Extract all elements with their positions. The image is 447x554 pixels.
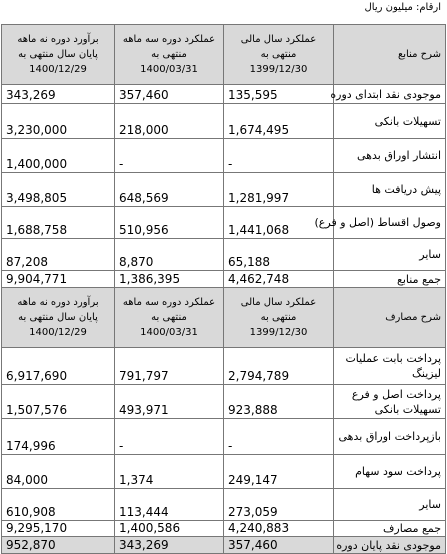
cell-value: 9,904,771 — [2, 271, 115, 288]
sources-header-col2 — [115, 25, 224, 85]
cell-value: 8,870 — [115, 239, 224, 271]
cell-value: 357,460 — [115, 85, 224, 104]
cell-value: 1,374 — [115, 455, 224, 489]
cell-value: 4,462,748 — [224, 271, 334, 288]
cell-value: 9,295,170 — [2, 521, 115, 537]
header-line: برآورد دوره نه ماهه — [17, 34, 99, 45]
row-label: جمع منابع — [334, 271, 446, 288]
row-label: بازپرداخت اوراق بدهی — [334, 419, 446, 455]
table-row — [2, 455, 446, 489]
header-line: پایان سال منتهی به — [18, 49, 98, 60]
sources-uses-table — [1, 24, 446, 554]
cell-value: 1,386,395 — [115, 271, 224, 288]
uses-header-col2 — [115, 288, 224, 348]
uses-header-label: شرح مصارف — [334, 288, 446, 348]
row-label: وصول اقساط (اصل و فرع) — [334, 207, 446, 239]
header-line: 1399/12/30 — [249, 64, 308, 75]
row-label-line: پرداخت اصل و فرع — [351, 387, 441, 401]
row-label: موجودی نقد پایان دوره — [334, 537, 446, 554]
row-label — [334, 385, 446, 419]
uses-header-col1 — [224, 288, 334, 348]
header-line: 1400/03/31 — [140, 64, 198, 75]
row-label — [334, 348, 446, 385]
header-line: منتهی به — [260, 312, 297, 323]
header-line: 1400/12/29 — [29, 64, 87, 75]
table-row — [2, 489, 446, 521]
cell-value: 1,281,997 — [224, 173, 334, 207]
cell-value: 218,000 — [115, 104, 224, 139]
header-line: منتهی به — [151, 49, 187, 60]
cell-value: 510,956 — [115, 207, 224, 239]
sources-header-row — [2, 25, 446, 85]
cell-value: 791,797 — [115, 348, 224, 385]
header-line: منتهی به — [151, 312, 187, 323]
cell-value: 1,507,576 — [2, 385, 115, 419]
header-line: 1399/12/30 — [249, 327, 308, 338]
header-line: برآورد دوره نه ماهه — [17, 297, 99, 308]
sources-header-label: شرح منابع — [334, 25, 446, 85]
table-row — [2, 104, 446, 139]
table-row — [2, 239, 446, 271]
header-line: عملکرد سال مالی — [240, 34, 317, 45]
cell-value: 1,441,068 — [224, 207, 334, 239]
cell-value: 249,147 — [224, 455, 334, 489]
cell-value: - — [115, 139, 224, 173]
cell-value: 4,240,883 — [224, 521, 334, 537]
cell-value: - — [224, 139, 334, 173]
row-label: انتشار اوراق بدهی — [334, 139, 446, 173]
cell-value: 113,444 — [115, 489, 224, 521]
cell-value: 87,208 — [2, 239, 115, 271]
cell-value: 1,674,495 — [224, 104, 334, 139]
table-row — [2, 419, 446, 455]
cell-value: 493,971 — [115, 385, 224, 419]
row-label-line: پرداخت بابت عملیات — [345, 352, 441, 365]
table-row-total — [2, 521, 446, 537]
table-row — [2, 85, 446, 104]
cell-value: 2,794,789 — [224, 348, 334, 385]
uses-header-col3 — [2, 288, 115, 348]
row-label-line: لیزینگ — [412, 367, 441, 380]
cell-value: 6,917,690 — [2, 348, 115, 385]
cell-value: 135,595 — [224, 85, 334, 104]
row-label: تسهیلات بانکی — [334, 104, 446, 139]
table-row — [2, 173, 446, 207]
cell-value: - — [224, 419, 334, 455]
cell-value: 174,996 — [2, 419, 115, 455]
cell-value: 1,400,586 — [115, 521, 224, 537]
header-line: عملکرد سال مالی — [240, 297, 317, 308]
row-label: سایر — [334, 489, 446, 521]
cell-value: 923,888 — [224, 385, 334, 419]
cell-value: 648,569 — [115, 173, 224, 207]
cell-value: 84,000 — [2, 455, 115, 489]
cell-value: 273,059 — [224, 489, 334, 521]
row-label: پرداخت سود سهام — [334, 455, 446, 489]
header-line: 1400/03/31 — [140, 327, 198, 338]
header-line: عملکرد دوره سه ماهه — [122, 297, 216, 308]
row-label: پیش دریافت ها — [334, 173, 446, 207]
header-line: عملکرد دوره سه ماهه — [122, 34, 216, 45]
cell-value: - — [115, 419, 224, 455]
row-label: موجودی نقد ابتدای دوره — [334, 85, 446, 104]
cell-value: 65,188 — [224, 239, 334, 271]
sources-header-col1 — [224, 25, 334, 85]
uses-header-row — [2, 288, 446, 348]
row-label: سایر — [334, 239, 446, 271]
table-row — [2, 207, 446, 239]
cell-value: 1,400,000 — [2, 139, 115, 173]
unit-label: ارقام: میلیون ریال — [364, 2, 441, 13]
table-row — [2, 348, 446, 385]
cell-value: 357,460 — [224, 537, 334, 554]
sources-header-col3 — [2, 25, 115, 85]
table-row — [2, 385, 446, 419]
header-line: منتهی به — [260, 49, 297, 60]
header-line: پایان سال منتهی به — [18, 312, 98, 323]
cell-value: 3,230,000 — [2, 104, 115, 139]
header-line: 1400/12/29 — [29, 327, 87, 338]
cell-value: 343,269 — [115, 537, 224, 554]
cell-value: 343,269 — [2, 85, 115, 104]
cell-value: 1,688,758 — [2, 207, 115, 239]
cell-value: 952,870 — [2, 537, 115, 554]
row-label: جمع مصارف — [334, 521, 446, 537]
row-label-line: تسهیلات بانکی — [374, 402, 441, 416]
cell-value: 3,498,805 — [2, 173, 115, 207]
table-row-total — [2, 271, 446, 288]
table-row-ending-cash — [2, 537, 446, 554]
cell-value: 610,908 — [2, 489, 115, 521]
table-row — [2, 139, 446, 173]
